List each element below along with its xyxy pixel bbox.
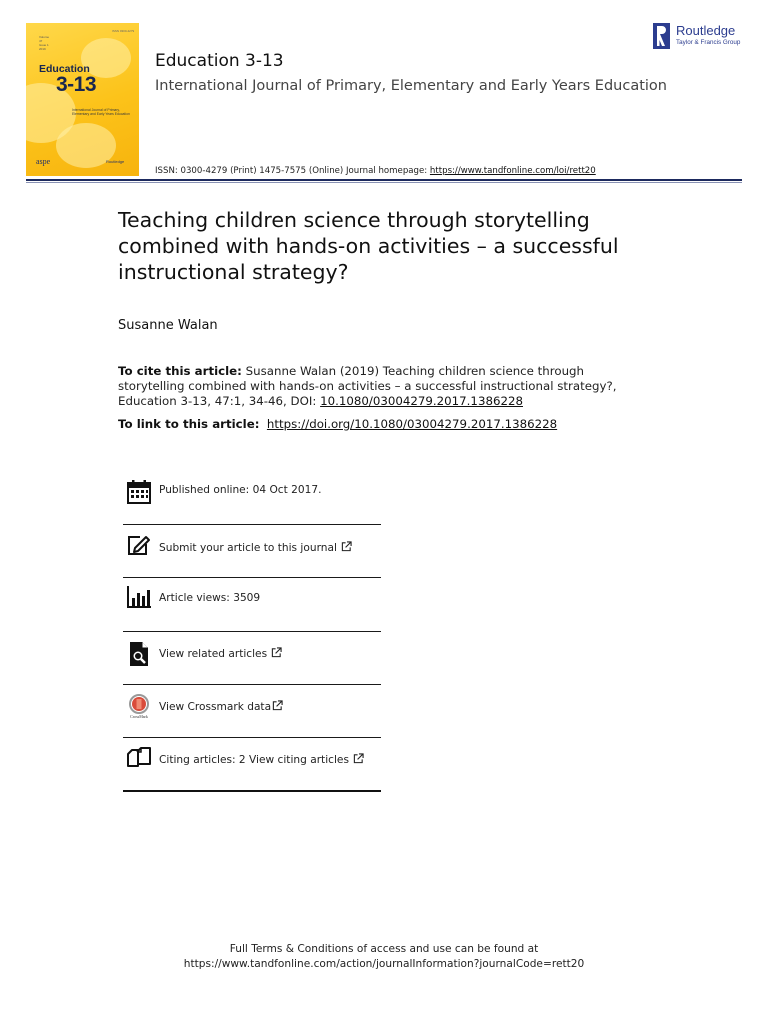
article-author: Susanne Walan bbox=[118, 318, 218, 333]
issn-text: ISSN: 0300-4279 (Print) 1475-7575 (Online) Journal homepage: bbox=[155, 166, 430, 176]
edit-icon bbox=[126, 533, 152, 559]
article-views: Article views: 3509 bbox=[159, 592, 261, 604]
article-link-line bbox=[118, 417, 557, 431]
article-doi-link[interactable]: https://doi.org/10.1080/03004279.2017.1386228 bbox=[266, 417, 558, 431]
article-views-row bbox=[123, 578, 381, 632]
submit-article-row[interactable] bbox=[123, 525, 381, 578]
published-date: Published online: 04 Oct 2017. bbox=[159, 484, 322, 496]
journal-title: Education 3-13 bbox=[155, 51, 284, 71]
external-link-icon bbox=[341, 541, 352, 552]
journal-homepage-link[interactable]: https://www.tandfonline.com/loi/rett20 bbox=[429, 166, 596, 176]
submit-article-link[interactable] bbox=[159, 541, 352, 554]
submit-article-label: Submit your article to this journal bbox=[159, 542, 337, 554]
external-link-icon bbox=[353, 753, 364, 764]
article-meta-list bbox=[123, 472, 381, 792]
citation-text: Susanne Walan (2019) Teaching children science through storytelling combined with hands-on activities – a successful instructional strategy?, Education 3-13, 47:1, 34-46, DOI: bbox=[118, 364, 617, 408]
published-row bbox=[123, 472, 381, 525]
citation-label: To cite this article: bbox=[118, 364, 242, 378]
related-articles-label: View related articles bbox=[159, 648, 268, 660]
header-divider bbox=[26, 179, 742, 181]
calendar-icon bbox=[126, 479, 152, 505]
routledge-logo-icon bbox=[653, 23, 670, 49]
publisher-tagline: Taylor & Francis Group bbox=[676, 39, 741, 46]
footer-terms-line: Full Terms & Conditions of access and use can be found at bbox=[229, 943, 539, 955]
publisher-name: Routledge bbox=[676, 23, 736, 38]
related-articles-row[interactable] bbox=[123, 632, 381, 685]
citation-block bbox=[118, 364, 648, 409]
external-link-icon bbox=[272, 700, 283, 711]
document-search-icon bbox=[126, 641, 152, 667]
citing-articles-label: Citing articles: 2 View citing articles bbox=[159, 754, 349, 766]
citing-articles-row[interactable] bbox=[123, 738, 381, 792]
cover-publisher: Routledge bbox=[106, 159, 125, 164]
cover-society-logo: aspe bbox=[36, 157, 51, 166]
related-articles-link[interactable] bbox=[159, 647, 282, 660]
crossmark-label: View Crossmark data bbox=[159, 701, 272, 713]
cover-subtitle: International Journal of Primary, Elementary and Early Years Education bbox=[72, 108, 130, 117]
cover-number: 3-13 bbox=[56, 73, 97, 96]
journal-cover-image bbox=[26, 23, 139, 176]
cover-corner-text: ISSN 0300-4279 bbox=[112, 29, 135, 33]
citing-articles-link[interactable] bbox=[159, 753, 364, 766]
issn-line bbox=[155, 166, 596, 176]
footer-terms-url[interactable]: https://www.tandfonline.com/action/journalInformation?journalCode=rett20 bbox=[183, 958, 585, 970]
crossmark-link[interactable] bbox=[159, 700, 283, 713]
bar-chart-icon bbox=[126, 584, 152, 610]
cover-volume-text: Volume 47 Issue 1 2019 bbox=[39, 35, 50, 51]
cover-title: Education bbox=[39, 63, 90, 75]
crossmark-logo-text: CrossMark bbox=[130, 714, 148, 719]
header-divider-thin bbox=[26, 182, 742, 183]
journal-subtitle: International Journal of Primary, Elementary and Early Years Education bbox=[155, 78, 667, 94]
external-link-icon bbox=[271, 647, 282, 658]
copy-documents-icon bbox=[126, 746, 152, 772]
footer-terms bbox=[0, 942, 768, 972]
crossmark-row[interactable] bbox=[123, 685, 381, 738]
crossmark-logo-icon bbox=[126, 693, 152, 719]
article-title: Teaching children science through storytelling combined with hands-on activities – a successful instructional strategy? bbox=[118, 208, 619, 284]
citation-doi-link[interactable]: 10.1080/03004279.2017.1386228 bbox=[320, 394, 523, 408]
link-label: To link to this article: bbox=[118, 417, 260, 431]
